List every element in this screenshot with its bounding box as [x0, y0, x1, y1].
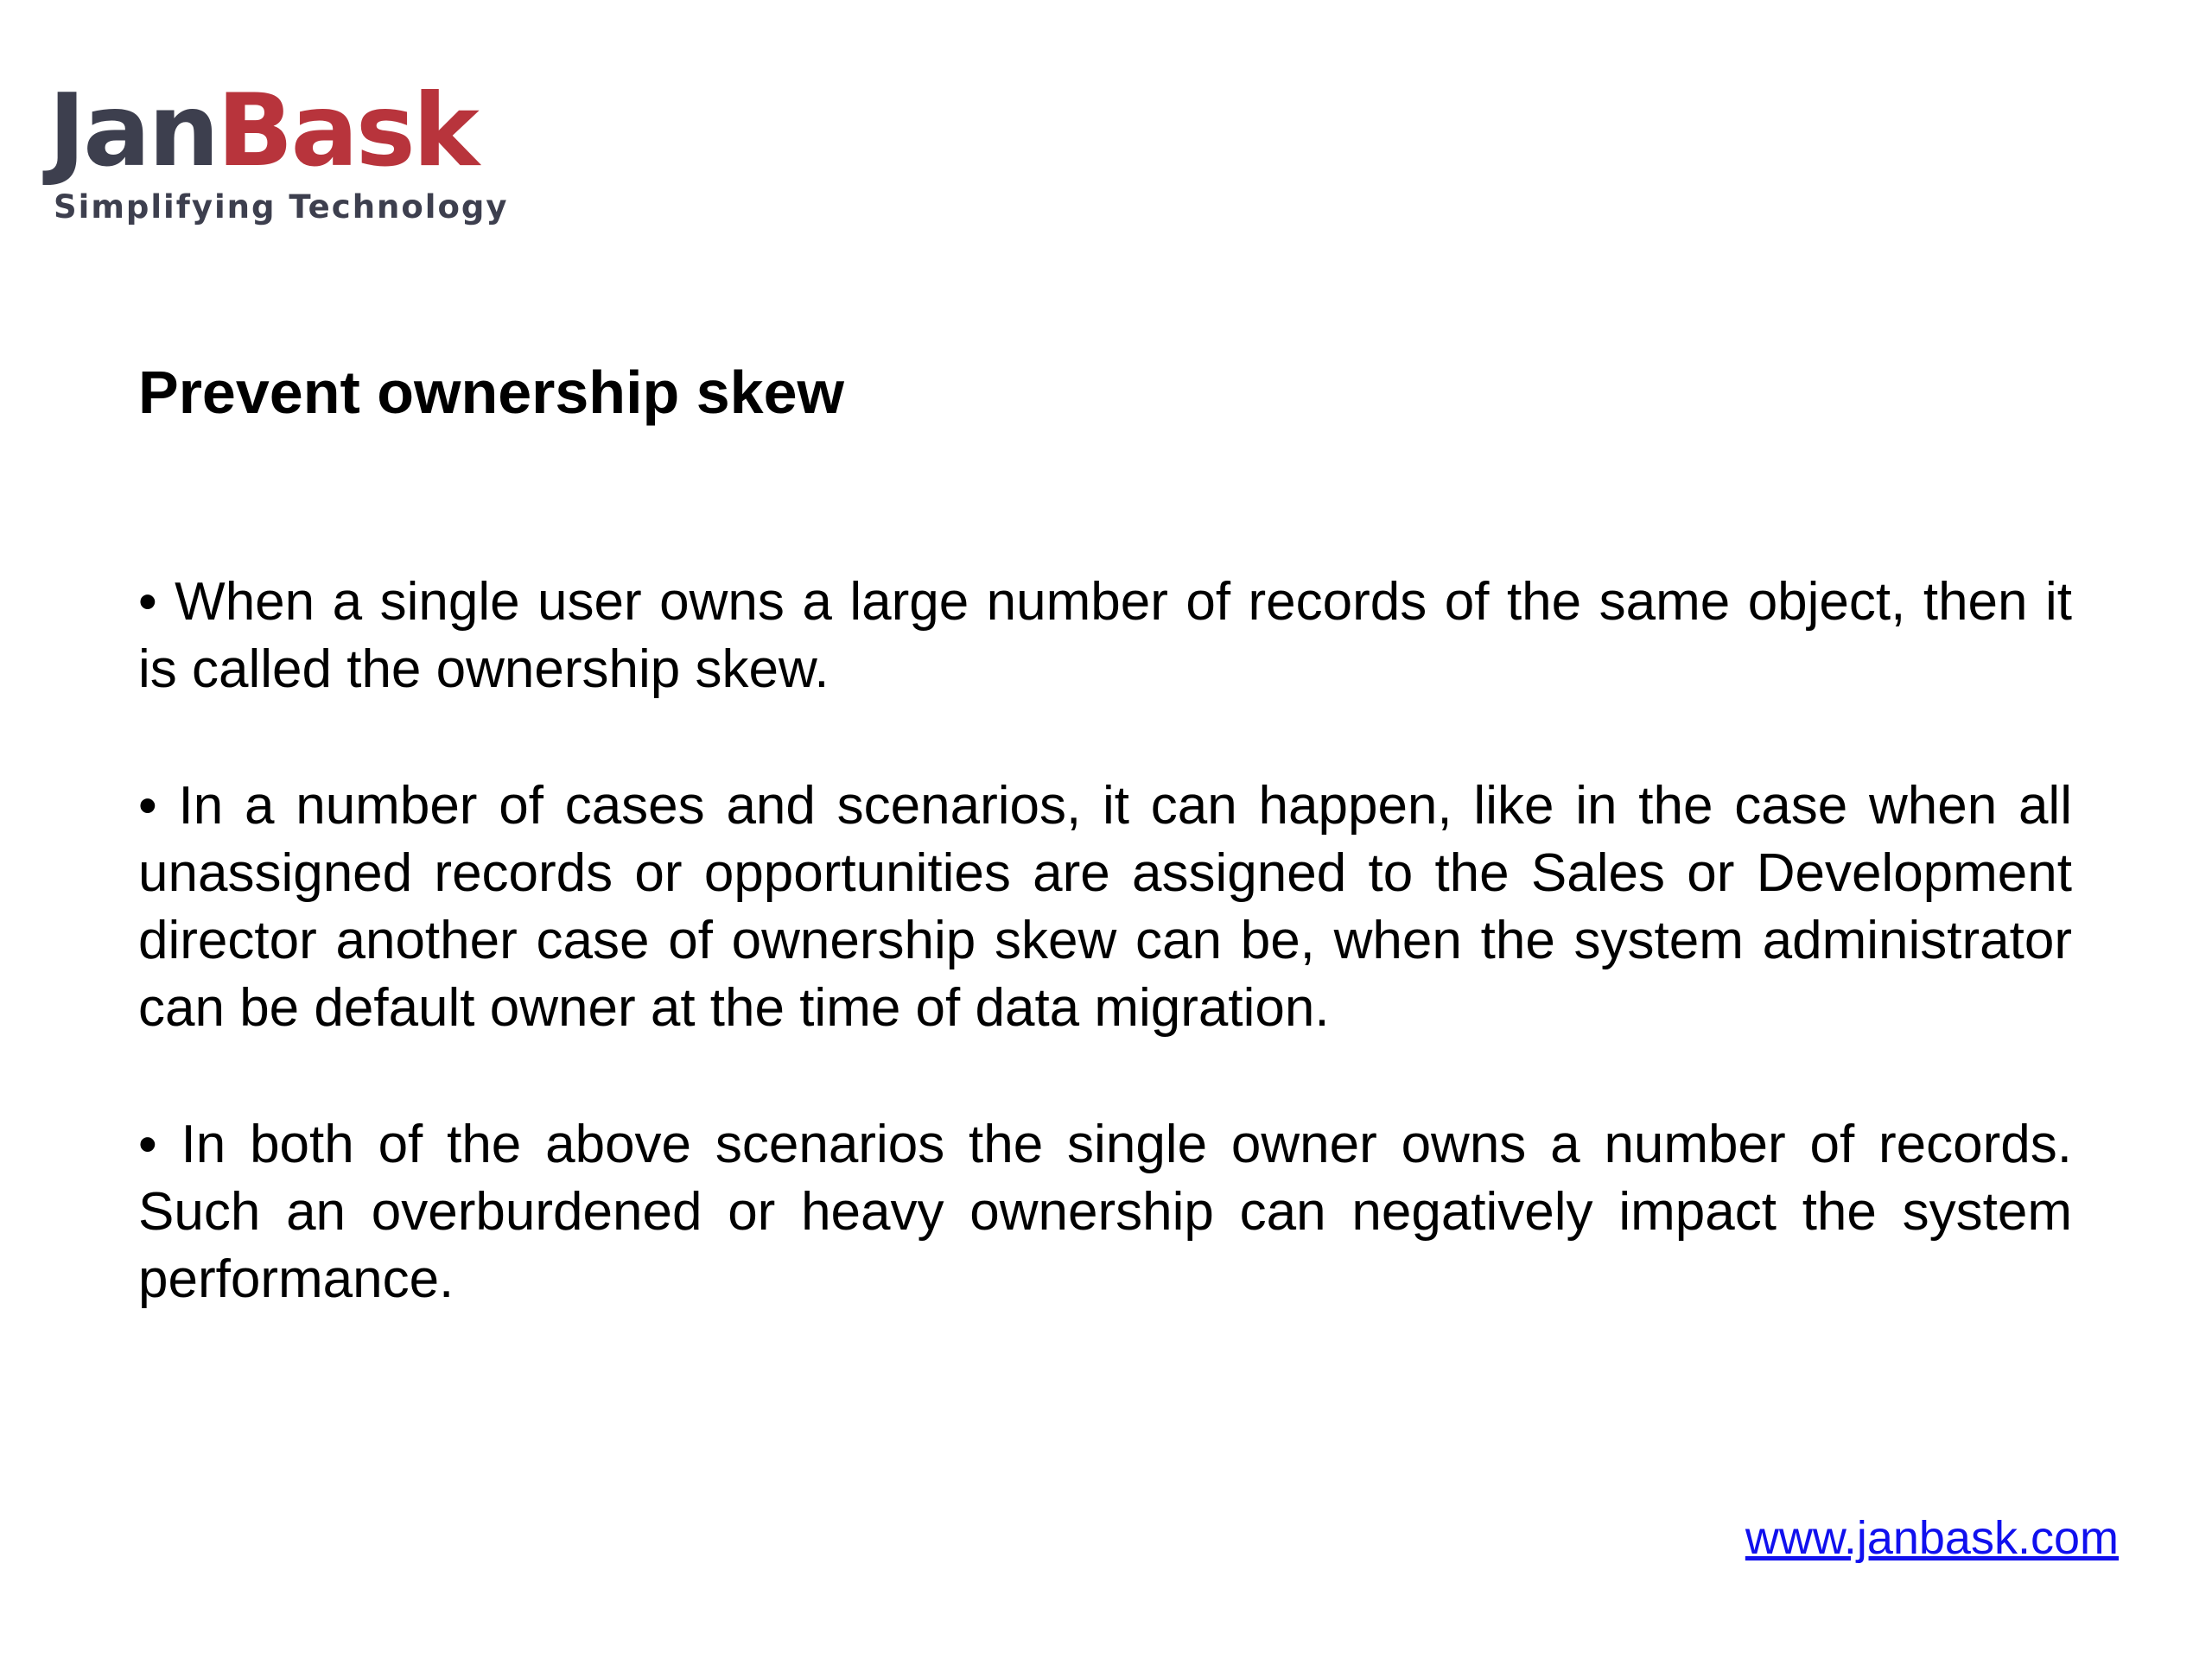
bullet-item: • When a single user owns a large number of records of the same object, then it is called the ownership skew. [138, 572, 2072, 699]
bullet-list [138, 569, 2072, 1382]
brand-logo [48, 73, 509, 226]
logo-wordmark [48, 73, 498, 189]
logo-wordmark-bask: Bask [217, 73, 477, 189]
bullet-item: • In both of the above scenarios the single owner owns a number of records. Such an overburdened or heavy ownership can negatively impact the system performance. [138, 1115, 2072, 1309]
slide-title: Prevent ownership skew [138, 359, 844, 426]
logo-wordmark-jan: Jan [48, 73, 218, 189]
logo-tagline: Simplifying Technology [54, 188, 509, 226]
website-link[interactable]: www.janbask.com [1745, 1512, 2119, 1564]
bullet-item: • In a number of cases and scenarios, it can happen, like in the case when all unassigned records or opportunities are assigned to the Sales or Development director another case of ownership skew can be, when the system administrator can be default owner at the time of data migration. [138, 776, 2072, 1038]
